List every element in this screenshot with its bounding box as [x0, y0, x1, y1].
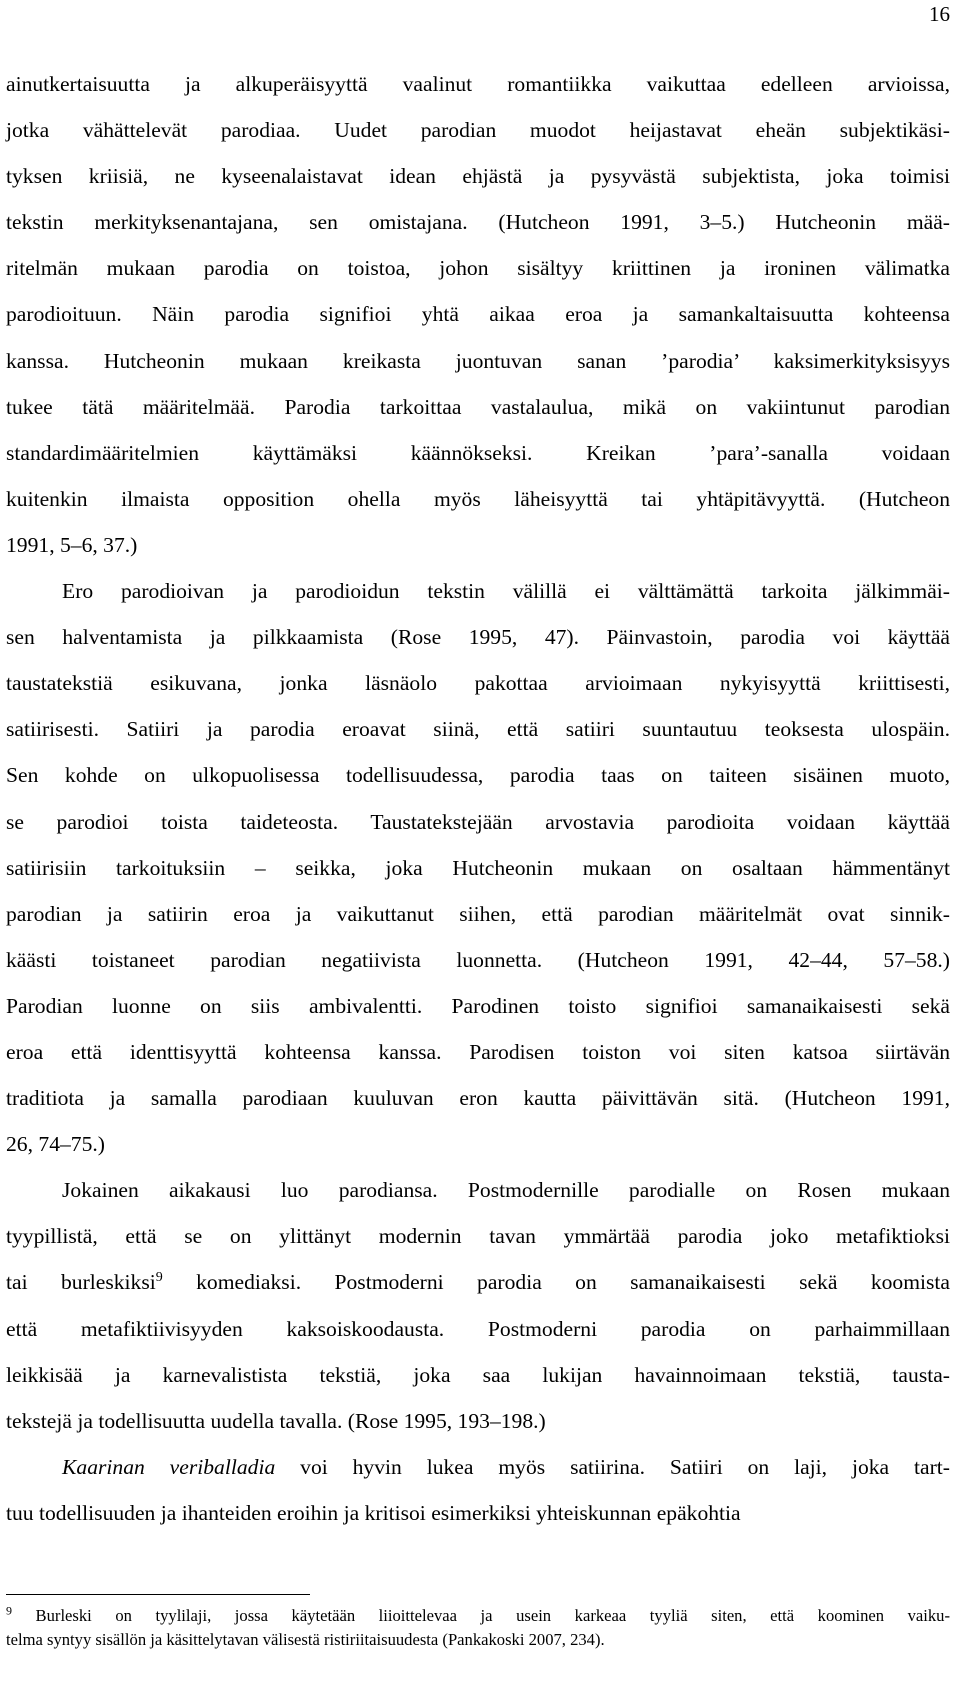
- text-line: että metafiktiivisyyden kaksoiskoodausta. Postmoderni parodia on parhaimmillaan: [6, 1316, 950, 1341]
- italic-title: Kaarinan veriballadia: [62, 1454, 276, 1479]
- paragraph: [6, 61, 950, 568]
- footnote-number: 9: [6, 1603, 12, 1618]
- text-line: käästi toistaneet parodian negatiivista luonnetta. (Hutcheon 1991, 42–44, 57–58.): [6, 947, 950, 972]
- text-line: Kaarinan veriballadia voi hyvin lukea myös satiirina. Satiiri on laji, joka tart-: [62, 1454, 950, 1479]
- text-line: tyypillistä, että se on ylittänyt modernin tavan ymmärtää parodia joko metafiktioksi: [6, 1224, 950, 1249]
- text-line: se parodioi toista taideteosta. Taustatekstejään arvostavia parodioita voidaan käyttää: [6, 809, 950, 834]
- text-line: leikkisää ja karnevalistista tekstiä, joka saa lukijan havainnoimaan tekstiä, tausta-: [6, 1362, 950, 1387]
- text-line: traditiota ja samalla parodiaan kuuluvan eron kautta päivittävän sitä. (Hutcheon 1991,: [6, 1086, 950, 1111]
- paragraph: [6, 1444, 950, 1536]
- text-line: jotka vähättelevät parodiaa. Uudet parodian muodot heijastavat eheän subjektikäsi-: [6, 118, 950, 143]
- text-line: satiirisesti. Satiiri ja parodia eroavat siinä, että satiiri suuntautuu teoksesta ulospäin.: [6, 717, 950, 742]
- text-line: tekstejä ja todellisuutta uudella tavalla. (Rose 1995, 193–198.): [6, 1408, 546, 1433]
- text-line: taustatekstiä esikuvana, jonka läsnäolo pakottaa arvioimaan nykyisyyttä kriittisesti,: [6, 671, 950, 696]
- text-line: eroa että identtisyyttä kohteensa kanssa. Parodisen toiston voi siten katsoa siirtävän: [6, 1039, 950, 1064]
- text-line: ritelmän mukaan parodia on toistoa, johon sisältyy kriittinen ja ironinen välimatka: [6, 256, 950, 281]
- footnote-separator: [6, 1594, 310, 1595]
- body-text: [6, 61, 950, 1536]
- text-line: sen halventamista ja pilkkaamista (Rose 1995, 47). Päinvastoin, parodia voi käyttää: [6, 625, 950, 650]
- text-line: Jokainen aikakausi luo parodiansa. Postmodernille parodialle on Rosen mukaan: [62, 1178, 950, 1203]
- footnote: [6, 1604, 950, 1652]
- text-line: parodioituun. Näin parodia signifioi yhtä aikaa eroa ja samankaltaisuutta kohteensa: [6, 302, 950, 327]
- footnote-line: $^9$ Burleski on tyylilaji, jossa käytetään liioittelevaa ja usein karkeaa tyyliä siten, että koominen vaiku-: [6, 1603, 950, 1625]
- text-line: tukee tätä määritelmää. Parodia tarkoittaa vastalaulua, mikä on vakiintunut parodian: [6, 394, 950, 419]
- text-line: tuu todellisuuden ja ihanteiden eroihin ja kritisoi esimerkiksi yhteiskunnan epäkohtia: [6, 1500, 741, 1525]
- text-line: Sen kohde on ulkopuolisessa todellisuudessa, parodia taas on taiteen sisäinen muoto,: [6, 763, 950, 788]
- text-line: tai burleskiksi$^9$ komediaksi. Postmoderni parodia on samanaikaisesti sekä koomista: [6, 1270, 951, 1295]
- text-line: ainutkertaisuutta ja alkuperäisyyttä vaalinut romantiikka vaikuttaa edelleen arvioissa,: [6, 72, 950, 96]
- text-line: satiirisiin tarkoituksiin – seikka, joka Hutcheonin mukaan on osaltaan hämmentänyt: [6, 855, 950, 880]
- footnote-line: telma syntyy sisällön ja käsittelytavan välisestä ristiriitaisuudesta (Pankakoski 2007, 234).: [6, 1630, 605, 1649]
- text-line: 1991, 5–6, 37.): [6, 532, 138, 557]
- text-line: tyksen kriisiä, ne kyseenalaistavat idean ehjästä ja pysyvästä subjektista, joka toimisi: [6, 164, 950, 189]
- text-line: parodian ja satiirin eroa ja vaikuttanut siihen, että parodian määritelmät ovat sinnik-: [6, 901, 950, 926]
- page-number: 16: [929, 2, 950, 26]
- text-line: 26, 74–75.): [6, 1132, 105, 1157]
- text-line: Parodian luonne on siis ambivalentti. Parodinen toisto signifioi samanaikaisesti sekä: [6, 993, 950, 1018]
- footnote-reference: 9: [155, 1270, 163, 1286]
- text-line: kuitenkin ilmaista opposition ohella myös läheisyyttä tai yhtäpitävyyttä. (Hutcheon: [6, 486, 950, 511]
- paragraph: [6, 568, 950, 1167]
- text-line: kanssa. Hutcheonin mukaan kreikasta juontuvan sanan ’parodia’ kaksimerkityksisyys: [6, 348, 950, 373]
- text-line: Ero parodioivan ja parodioidun tekstin välillä ei välttämättä tarkoita jälkimmäi-: [62, 579, 950, 604]
- paragraph: [6, 1167, 950, 1444]
- text-line: standardimääritelmien käyttämäksi käännökseksi. Kreikan ’para’-sanalla voidaan: [6, 440, 950, 465]
- text-line: tekstin merkityksenantajana, sen omistajana. (Hutcheon 1991, 3–5.) Hutcheonin mää-: [6, 210, 950, 235]
